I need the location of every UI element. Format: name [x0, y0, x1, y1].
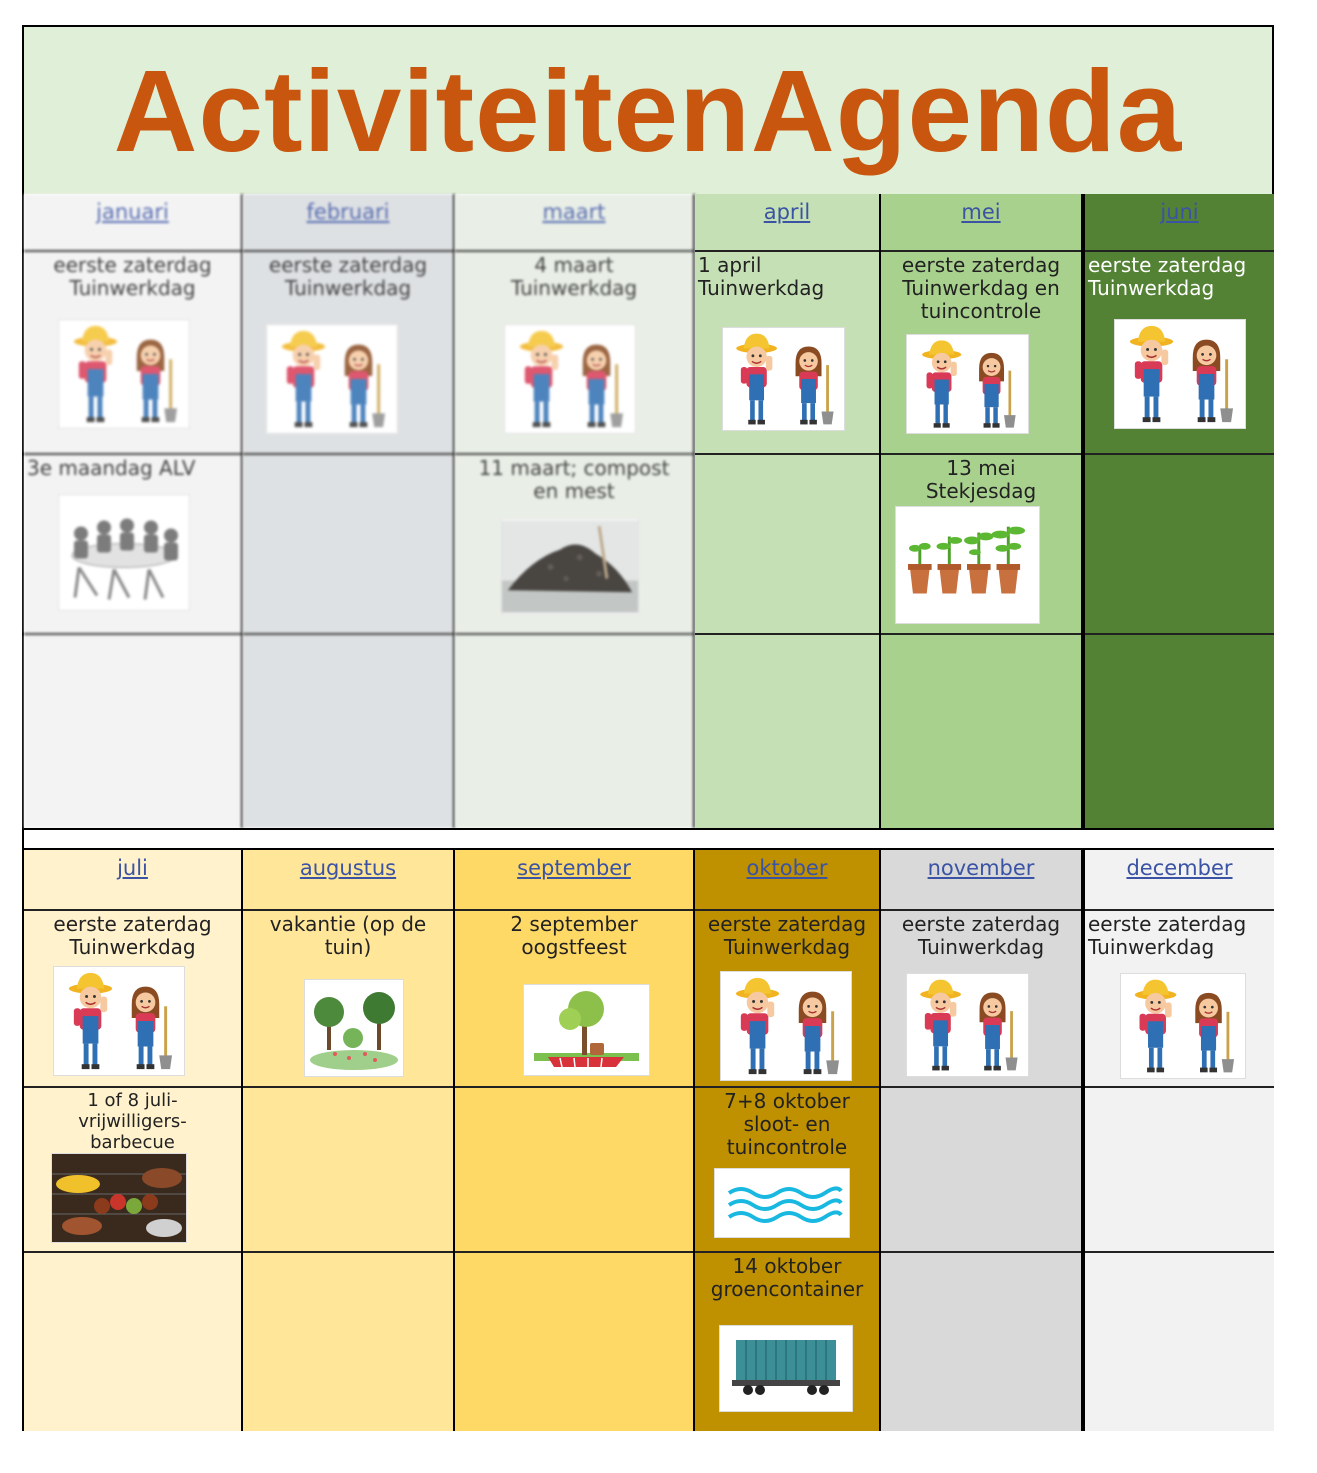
month-link-oktober[interactable]: oktober	[746, 856, 828, 880]
event-text: 13 mei Stekjesdag	[925, 456, 1037, 503]
farmers-icon	[1115, 320, 1245, 428]
farmers-icon	[907, 335, 1028, 433]
column-februari	[243, 194, 455, 828]
column-oktober	[695, 850, 881, 1431]
month-link-april[interactable]: april	[763, 200, 811, 224]
month-link-januari[interactable]: januari	[96, 200, 169, 224]
column-december	[1083, 850, 1274, 1431]
picnic-icon	[524, 985, 649, 1075]
event-text: vakantie (op de tuin)	[269, 912, 427, 959]
second-half-year	[24, 850, 1274, 1431]
container-icon	[720, 1326, 852, 1411]
event-text: eerste zaterdag Tuinwerkdag	[53, 253, 212, 300]
month-link-maart[interactable]: maart	[542, 200, 606, 224]
month-link-december[interactable]: december	[1126, 856, 1233, 880]
month-link-november[interactable]: november	[927, 856, 1035, 880]
garden-icon	[305, 980, 403, 1076]
event-text: eerste zaterdag Tuinwerkdag	[268, 253, 428, 300]
farmers-icon	[721, 972, 851, 1080]
title-banner	[24, 27, 1272, 194]
event-text: eerste zaterdag Tuinwerkdag	[1088, 253, 1247, 300]
column-januari	[24, 194, 243, 828]
farmers-icon	[54, 967, 184, 1075]
column-juni	[1083, 194, 1274, 828]
event-text: 1 of 8 juli- vrijwilligers- barbecue	[78, 1090, 187, 1153]
event-text: 3e maandag ALV	[27, 456, 196, 480]
calendar-sheet	[22, 25, 1274, 1431]
event-text: eerste zaterdag Tuinwerkdag en tuincontrole	[901, 253, 1061, 323]
farmers-icon	[907, 974, 1028, 1076]
compost-icon	[502, 519, 638, 614]
column-juli	[24, 850, 243, 1431]
water-icon	[715, 1169, 849, 1237]
column-april	[695, 194, 881, 828]
event-text: 11 maart; compost en mest	[478, 456, 670, 503]
event-text: 2 september oogstfeest	[510, 912, 638, 959]
event-text: 4 maart Tuinwerkdag	[510, 253, 638, 300]
column-mei	[881, 194, 1083, 828]
month-link-juni[interactable]: juni	[1160, 200, 1199, 224]
event-text: 7+8 oktober sloot- en tuincontrole	[724, 1089, 850, 1159]
event-text: eerste zaterdag Tuinwerkdag	[53, 912, 212, 959]
month-link-juli[interactable]: juli	[117, 856, 148, 880]
event-text: eerste zaterdag Tuinwerkdag	[1088, 912, 1247, 959]
farmers-icon	[1121, 974, 1245, 1078]
farmers-icon	[723, 328, 844, 430]
event-text: eerste zaterdag Tuinwerkdag	[707, 912, 867, 959]
half-year-divider	[24, 828, 1274, 850]
meeting-icon	[59, 495, 189, 610]
event-text: 14 oktober groencontainer	[710, 1254, 864, 1301]
event-text: 1 april Tuinwerkdag	[698, 253, 825, 300]
barbecue-icon	[52, 1154, 186, 1242]
month-link-september[interactable]: september	[517, 856, 631, 880]
first-half-year	[24, 194, 1274, 828]
event-text: eerste zaterdag Tuinwerkdag	[901, 912, 1061, 959]
month-link-mei[interactable]: mei	[961, 200, 1001, 224]
farmers-icon	[59, 320, 189, 428]
column-maart	[455, 194, 695, 828]
month-link-augustus[interactable]: augustus	[299, 856, 397, 880]
column-september	[455, 850, 695, 1431]
column-augustus	[243, 850, 455, 1431]
seedlings-icon	[896, 507, 1039, 623]
column-november	[881, 850, 1083, 1431]
farmers-icon	[505, 325, 635, 433]
farmers-icon	[267, 325, 397, 433]
month-link-februari[interactable]: februari	[306, 200, 390, 224]
page-title: ActiviteitenAgenda	[113, 45, 1183, 176]
